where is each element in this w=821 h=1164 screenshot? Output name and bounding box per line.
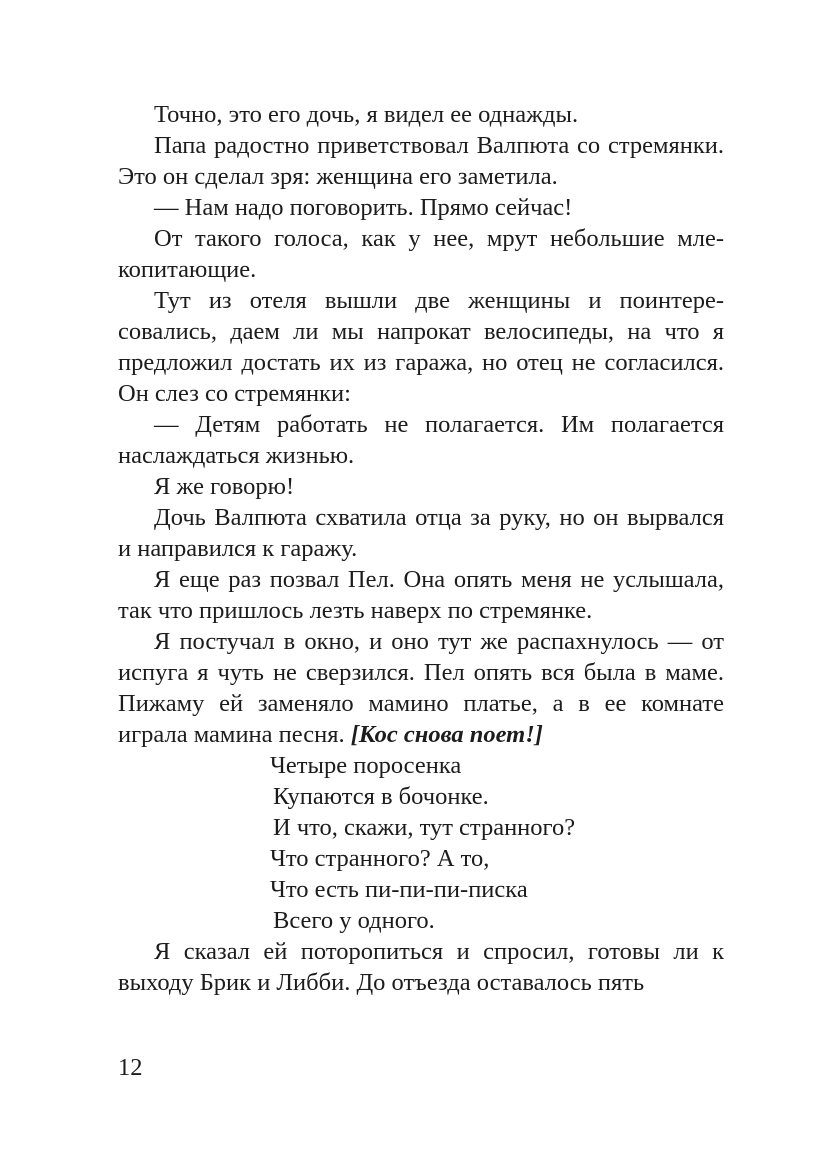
paragraph: Точно, это его дочь, я видел ее однажды. — [154, 101, 579, 128]
paragraph: Я еще раз позвал Пел. Она опять меня не услышала, так что пришлось лезть наверх по стремянке. — [118, 566, 724, 624]
poem-line: Всего у одного. — [273, 907, 435, 934]
poem-line: Что есть пи-пи-пи-писка — [270, 876, 528, 903]
paragraph: Папа радостно приветствовал Валпюта со стремянки. Это он сделал зря: женщина его заметила. — [118, 132, 724, 190]
poem-line: Что странного? А то, — [270, 845, 490, 872]
paragraph: — Детям работать не полагается. Им полагается наслаждаться жизнью. — [118, 411, 724, 469]
paragraph-text: Я постучал в окно, и оно тут же распахнулось — от испуга я чуть не сверзился. Пел опять вся была в маме. Пижаму ей заменяло мамино платье, а в ее комнате играла мамина песня. — [118, 628, 724, 748]
page-text — [118, 99, 724, 998]
stage-aside: [Кос снова поет!] — [350, 721, 543, 748]
paragraph: Дочь Валпюта схватила отца за руку, но он вырвался и направился к гаражу. — [118, 504, 724, 562]
paragraph: Тут из отеля вышли две женщины и поинтересовались, даем ли мы напрокат велосипеды, на что я предложил достать их из гаража, но отец не согласился. Он слез со стремянки: — [118, 287, 724, 407]
poem-line: И что, скажи, тут странного? — [273, 814, 576, 841]
paragraph-with-aside — [118, 626, 724, 750]
poem-line: Четыре поросенка — [270, 752, 462, 779]
page-number: 12 — [118, 1054, 143, 1081]
paragraph: — Нам надо поговорить. Прямо сейчас! — [154, 194, 573, 221]
paragraph: Я сказал ей поторопиться и спросил, готовы ли к выходу Брик и Либби. До отъезда оставалось пять — [118, 938, 724, 996]
poem — [118, 750, 724, 936]
poem-line: Купаются в бочонке. — [273, 783, 489, 810]
paragraph: От такого голоса, как у нее, мрут небольшие млекопитающие. — [118, 225, 724, 283]
paragraph: Я же говорю! — [154, 473, 295, 500]
